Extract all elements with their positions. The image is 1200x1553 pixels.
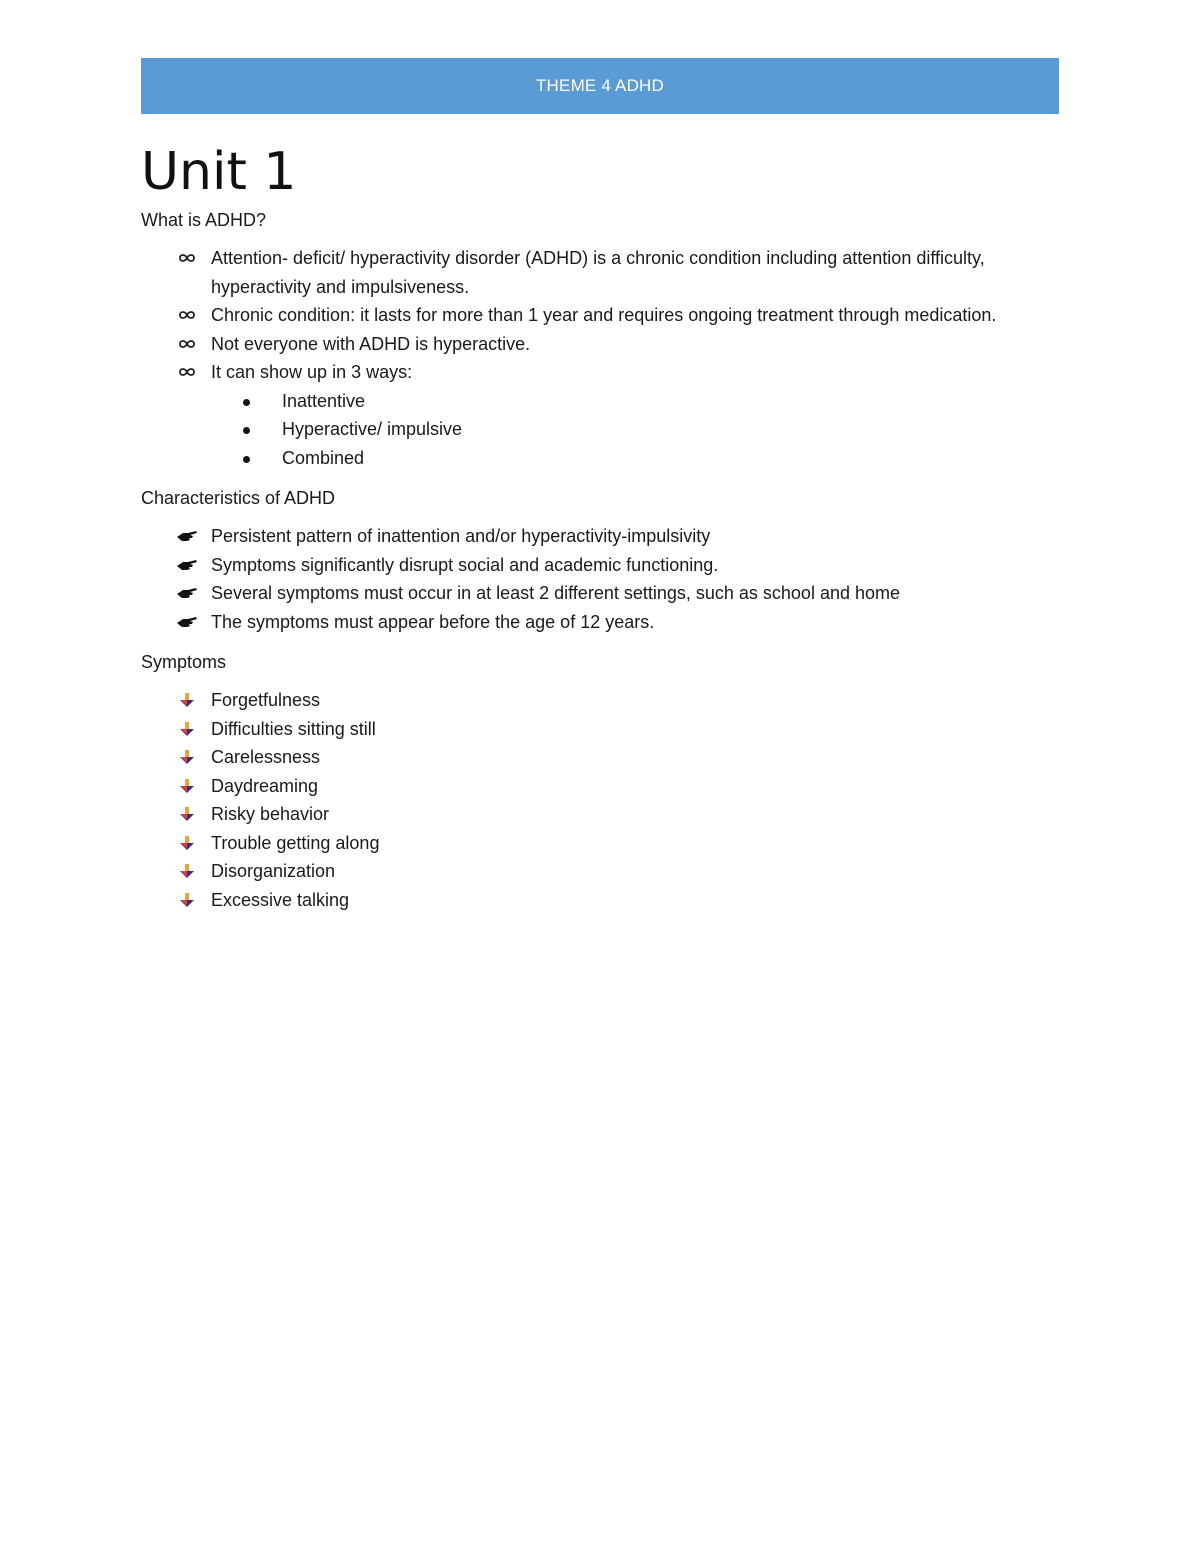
arrow-down-icon <box>175 715 199 743</box>
pointing-hand-icon <box>175 551 199 579</box>
list-item <box>141 522 1059 551</box>
arrow-down-icon <box>175 743 199 771</box>
list-item <box>141 244 1059 301</box>
header-title: THEME 4 ADHD <box>535 76 665 95</box>
bullet-dot-icon <box>243 427 250 434</box>
list-item <box>141 857 1059 886</box>
list-item-text: Not everyone with ADHD is hyperactive. <box>211 333 531 354</box>
infinity-icon <box>175 358 199 386</box>
list-item-text: The symptoms must appear before the age of 12 years. <box>211 611 655 632</box>
section-heading-symptoms: Symptoms <box>141 652 227 672</box>
list-item <box>141 686 1059 715</box>
ways-list <box>211 387 1059 473</box>
arrow-down-icon <box>175 857 199 885</box>
list-item-text: Carelessness <box>211 747 321 767</box>
arrow-down-icon <box>175 829 199 857</box>
list-item-text: Daydreaming <box>211 775 319 796</box>
unit-title: Unit 1 <box>141 142 297 202</box>
list-item-text: Disorganization <box>211 861 336 881</box>
list-item-text: Symptoms significantly disrupt social and academic functioning. <box>211 554 719 575</box>
arrow-down-icon <box>175 886 199 914</box>
list-item <box>141 330 1059 359</box>
arrow-down-icon <box>175 772 199 800</box>
list-item <box>141 579 1059 608</box>
bullet-dot-icon <box>243 399 250 406</box>
list-item <box>141 772 1059 801</box>
header-band <box>141 58 1059 114</box>
list-item <box>141 829 1059 858</box>
list-item-text: Persistent pattern of inattention and/or hyperactivity-impulsivity <box>211 526 711 546</box>
list-item-text: It can show up in 3 ways: <box>211 362 413 382</box>
list-item-text: Chronic condition: it lasts for more than 1 year and requires ongoing treatment through medication. <box>211 305 997 325</box>
sub-list-item <box>141 444 1059 473</box>
list-item <box>141 301 1059 330</box>
infinity-icon <box>175 301 199 329</box>
list-item-text: Risky behavior <box>211 804 330 824</box>
arrow-down-icon <box>175 800 199 828</box>
section-heading-what: What is ADHD? <box>141 210 267 230</box>
list-item <box>141 800 1059 829</box>
list-item-text: Excessive talking <box>211 889 350 910</box>
list-item <box>141 743 1059 772</box>
bullet-dot-icon <box>243 456 250 463</box>
list-item <box>141 886 1059 915</box>
sub-list-item-text: Inattentive <box>282 390 366 411</box>
symptoms-list <box>141 686 1059 914</box>
list-item <box>141 715 1059 744</box>
list-item <box>141 608 1059 637</box>
infinity-icon <box>175 330 199 358</box>
sub-list-item <box>141 415 1059 444</box>
list-item <box>141 358 1059 472</box>
sub-list-item <box>141 387 1059 416</box>
infinity-icon <box>175 244 199 272</box>
list-item-text: Trouble getting along <box>211 832 380 853</box>
document-body <box>141 138 1059 926</box>
arrow-down-icon <box>175 686 199 714</box>
list-item <box>141 551 1059 580</box>
sub-list-item-text: Hyperactive/ impulsive <box>282 419 463 439</box>
characteristics-list <box>141 522 1059 636</box>
section-heading-characteristics: Characteristics of ADHD <box>141 488 336 508</box>
pointing-hand-icon <box>175 579 199 607</box>
list-item-text: Several symptoms must occur in at least 2 different settings, such as school and home <box>211 583 901 603</box>
pointing-hand-icon <box>175 522 199 550</box>
list-item-text: Forgetfulness <box>211 690 321 710</box>
pointing-hand-icon <box>175 608 199 636</box>
what-list <box>141 244 1059 472</box>
sub-list-item-text: Combined <box>282 447 365 468</box>
list-item-text: Attention- deficit/ hyperactivity disorder (ADHD) is a chronic condition including attention difficulty, hyperactivity and impulsiveness. <box>211 248 985 297</box>
list-item-text: Difficulties sitting still <box>211 718 376 739</box>
